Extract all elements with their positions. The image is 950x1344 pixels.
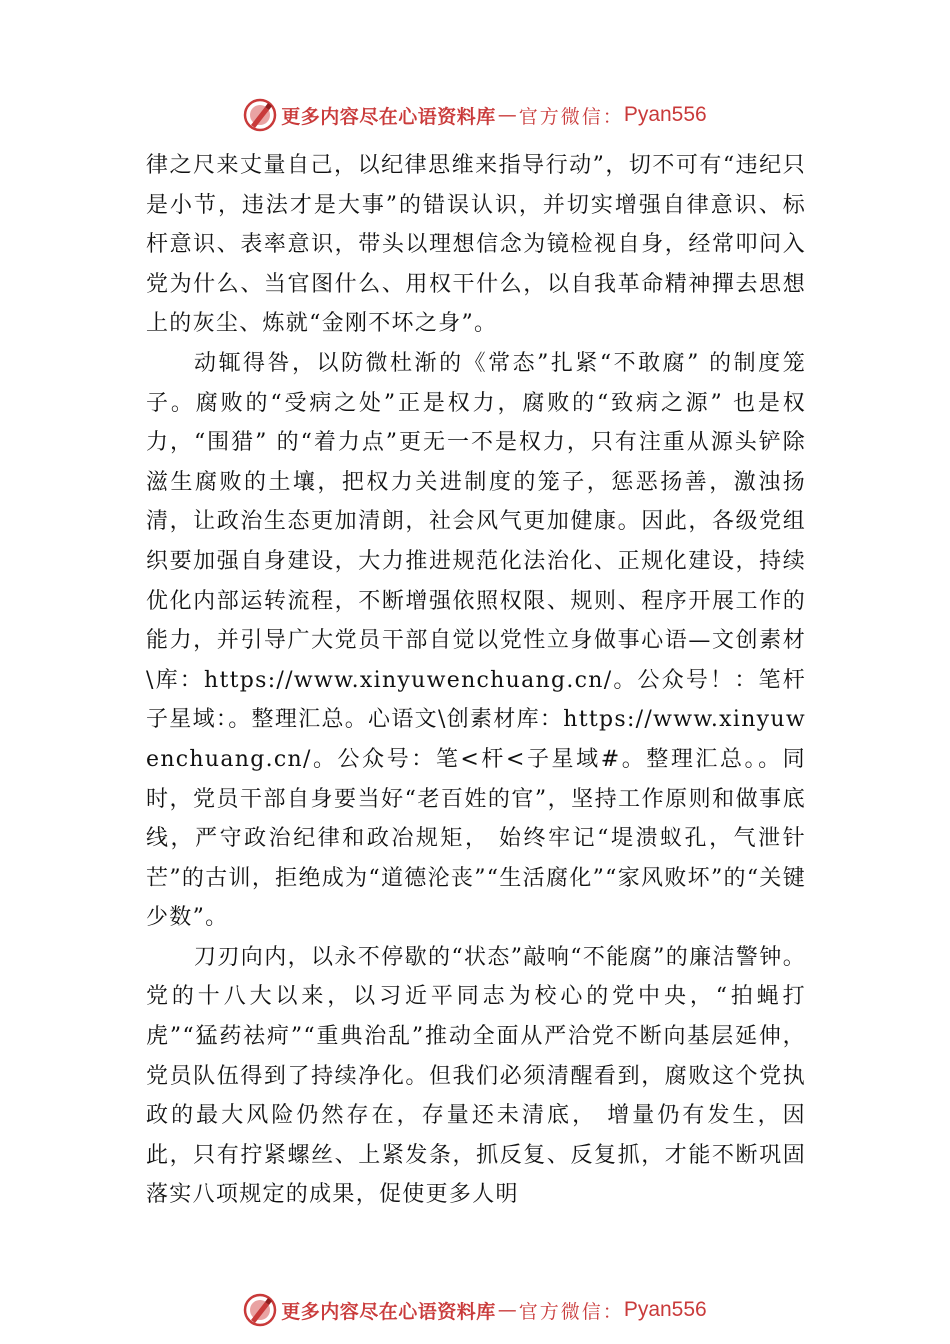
footer-title: 更多内容尽在心语资料库 — [281, 1300, 496, 1323]
header-title: 更多内容尽在心语资料库 — [281, 105, 496, 128]
pen-logo-icon — [243, 98, 277, 132]
paragraph-2: 动辄得咎，以防微杜渐的《常态”扎紧“不敢腐” 的制度笼子。腐败的“受病之处”正是权力，腐败的“致病之源” 也是权力，“围猎” 的“着力点”更无一不是权力，只有注重从源头铲除滋生腐败的土壤，把权力关进制度的笼子，惩恶扬善，激浊扬清，让政治生态更加清朗，社会风气更加健康。因此，各级党组织要加强自身建设，大力推进规范化法治化、正规化建设，持续优化内部运转流程，不断增强依照权限、规则、程序开展工作的能力，并引导广大党员干部自觉以党性立身做事心语—文创素材\库：https://www.xinyuwenchuang.cn/。公众号！：笔杆子星域：。整理汇总。心语文\创素材库：https://www.xinyuwenchuang.cn/。公众号：笔<杆<子星域#。整理汇总。。同时，党员干部自身要当好“老百姓的官”，坚持工作原则和做事底线，严守政治纪律和政冶规矩， 始终牢记“堤溃蚁孔，气泄针芒”的古训，拒绝成为“道德沦丧”“生活腐化”“家风败坏”的“关键少数”。 — [146, 350, 806, 931]
paragraph-1: 律之尺来丈量自己，以纪律思维来指导行动”，切不可有“违纪只是小节，违法才是大事”的错误认识，并切实增强自律意识、标杆意识、表率意识，带头以理想信念为镜检视自身，经常叩问入党为什么、当官图什么、用权干什么，以自我革命精神撣去思想上的灰尘、炼就“金刚不坏之身”。 — [146, 153, 806, 337]
paragraph-3: 刀刃向内，以永不停歇的“状态”敲响“不能腐”的廉洁警钟。党的十八大以来，以习近平同志为校心的党中央，“拍蝇打虎”“猛药祛疴”“重典治乱”推动全面从严洽党不断向基层延伸，党员队伍得到了持续净化。但我们必须清醒看到，腐败这个党执政的最大风险仍然存在，存量还未清底， 增量仍有发生，因此，只有拧紧螺丝、上紧发条，抓反复、反复抓，才能不断巩固落实八项规定的成果，促使更多人明 — [146, 944, 806, 1208]
pen-logo-icon — [243, 1293, 277, 1327]
header-banner — [0, 95, 950, 135]
header-wechat-label: 官方微信： — [518, 105, 624, 128]
document-body — [146, 146, 806, 1215]
footer-separator: — — [497, 1299, 517, 1321]
footer-wechat-account: Pyan556 — [623, 1298, 707, 1321]
header-wechat-account: Pyan556 — [623, 103, 707, 126]
header-separator: — — [497, 104, 517, 126]
footer-wechat-label: 官方微信： — [518, 1300, 624, 1323]
footer-banner — [0, 1290, 950, 1330]
